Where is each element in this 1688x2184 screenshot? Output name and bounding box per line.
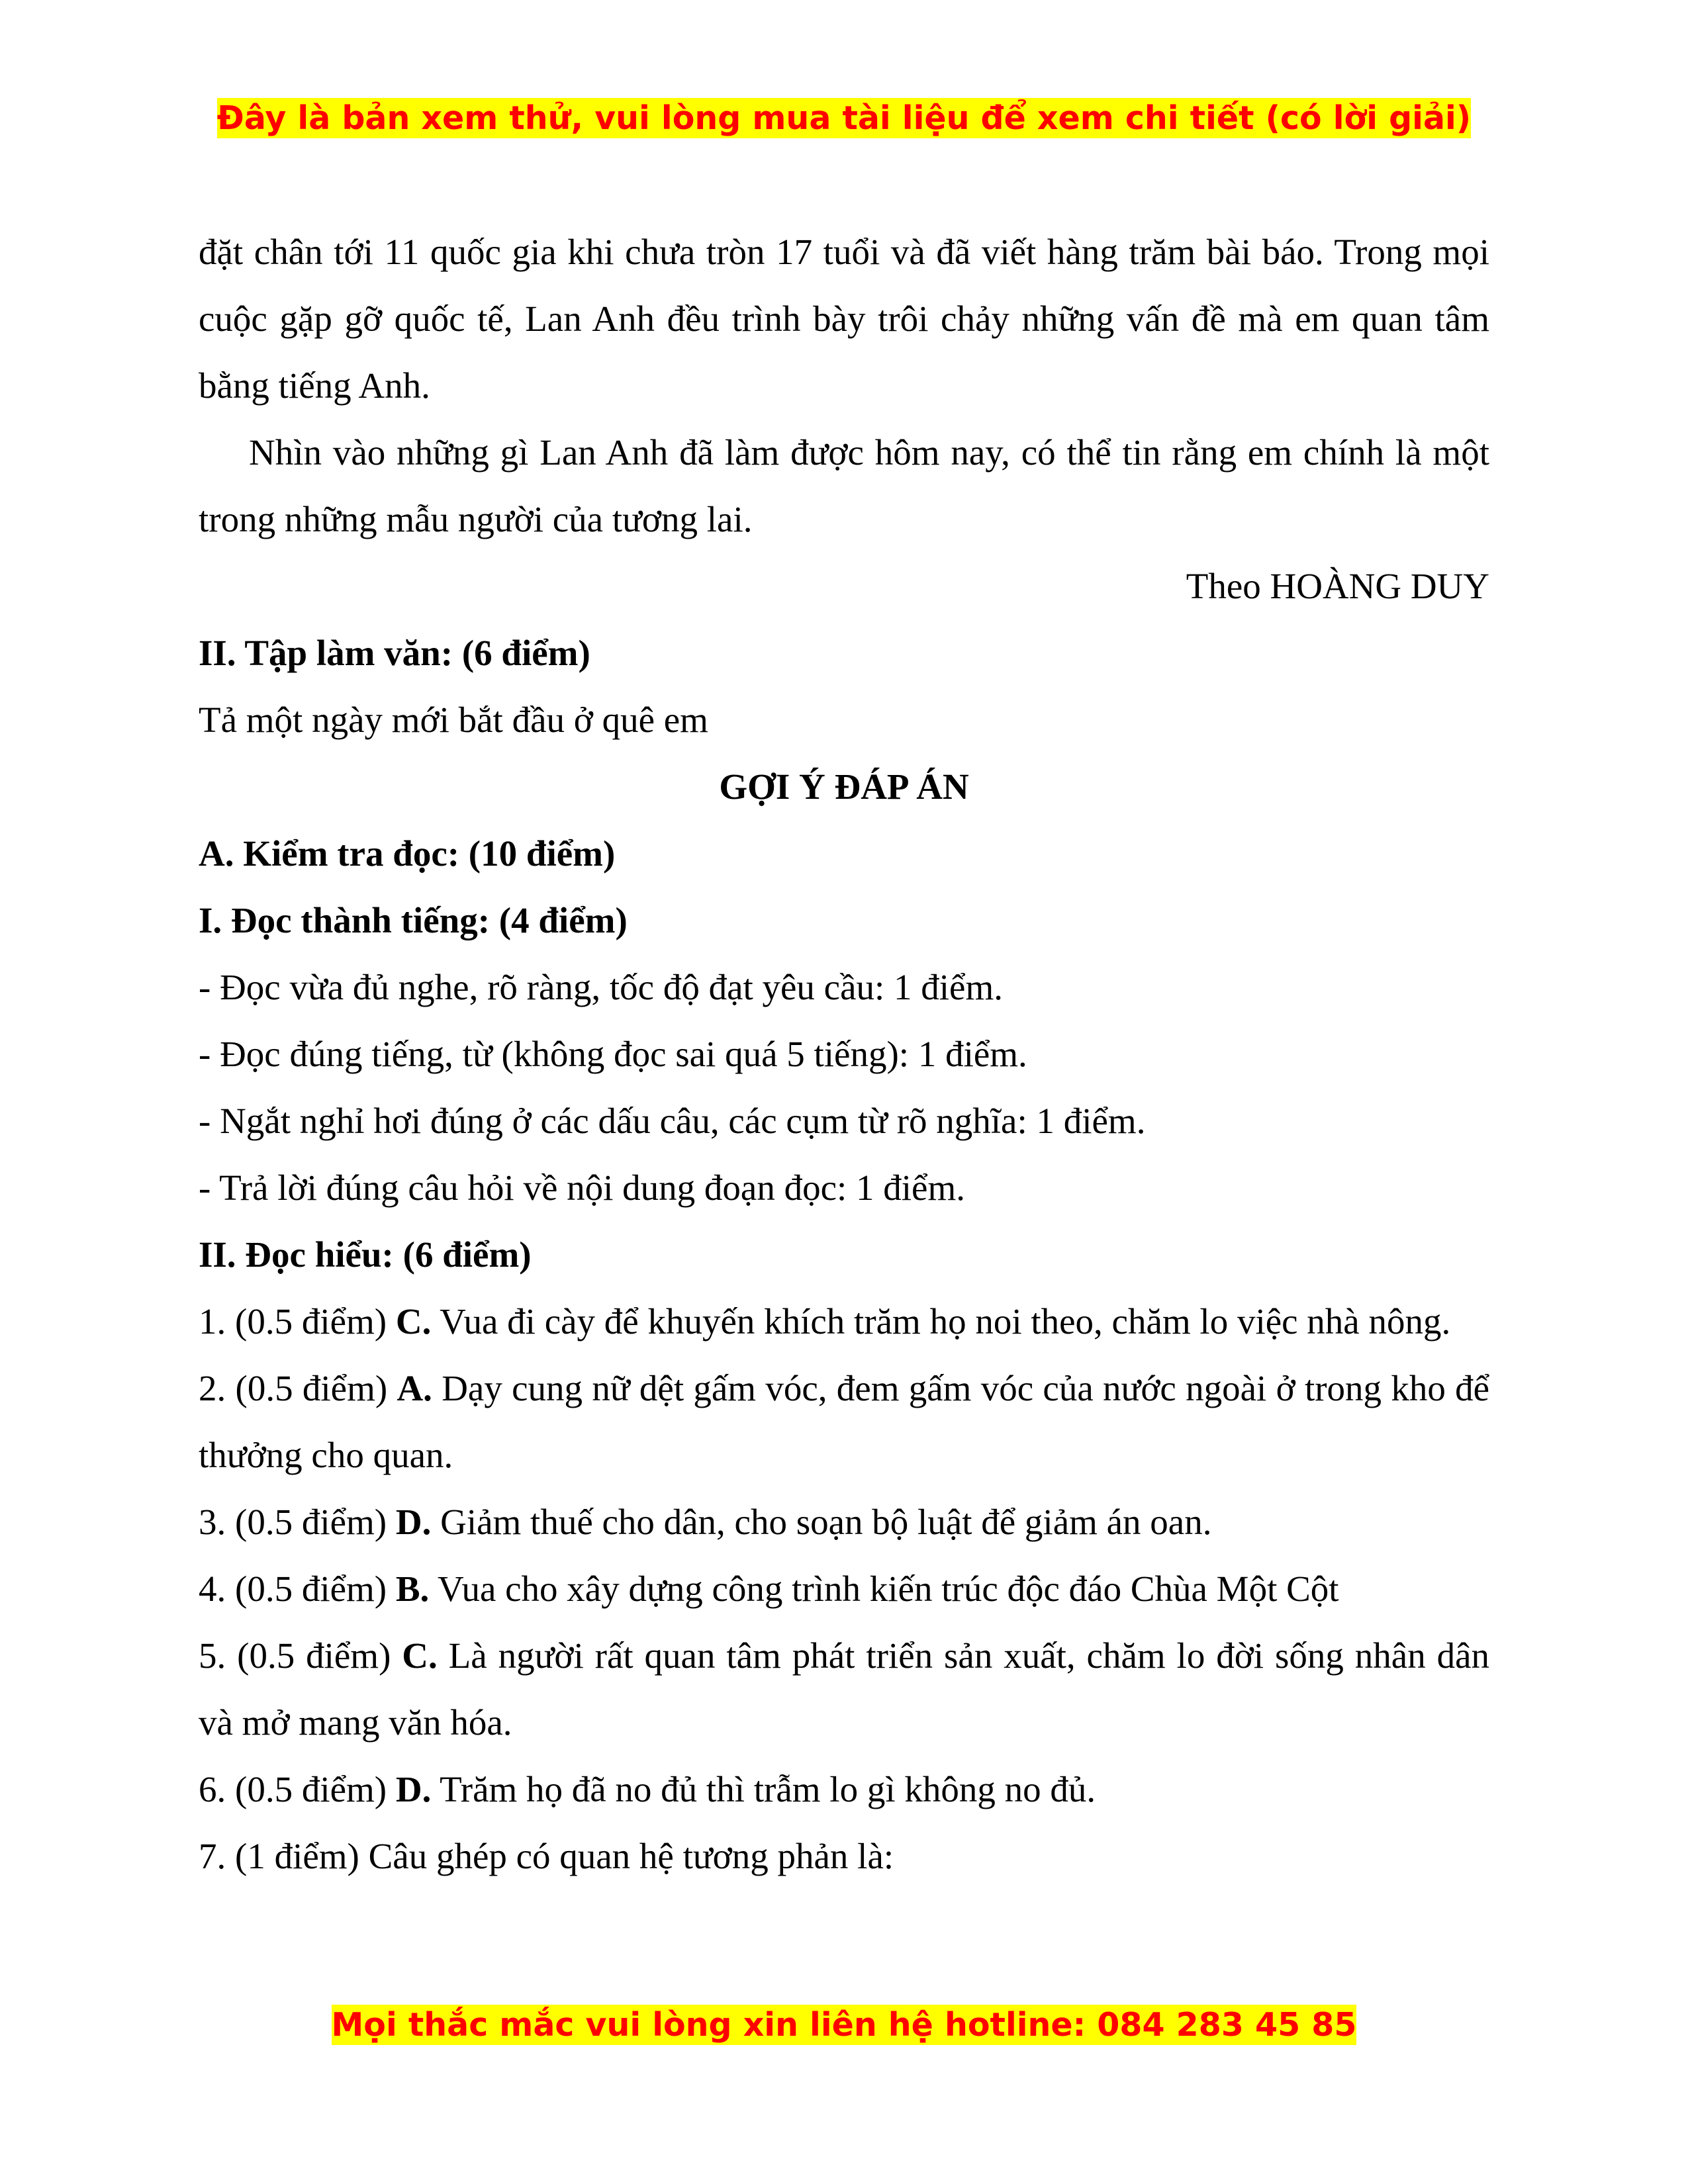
answer-letter: A. (397, 1368, 432, 1408)
section-a-heading: A. Kiểm tra đọc: (10 điểm) (199, 833, 616, 874)
answer-prefix: 3. (0.5 điểm) (199, 1502, 396, 1542)
reading-paragraph-1: đặt chân tới 11 quốc gia khi chưa tròn 17 tuổi và đã viết hàng trăm bài báo. Trong mọi cuộc gặp gỡ quốc tế, Lan Anh đều trình bày trôi chảy những vấn đề mà em quan tâm bằng tiếng Anh. (199, 232, 1489, 406)
preview-notice-text: Đây là bản xem thử, vui lòng mua tài liệu để xem chi tiết (có lời giải) (216, 99, 1472, 137)
reading-source: Theo HOÀNG DUY (1186, 566, 1489, 606)
criteria-item: - Đọc vừa đủ nghe, rõ ràng, tốc độ đạt yêu cầu: 1 điểm. (199, 967, 1003, 1007)
answer-key-title: GỢI Ý ĐÁP ÁN (719, 766, 969, 807)
answer-text: Dạy cung nữ dệt gấm vóc, đem gấm vóc của nước ngoài ở trong kho để thưởng cho quan. (199, 1368, 1490, 1475)
answer-item-2 (199, 1355, 1489, 1488)
section-ii-heading: II. Đọc hiểu: (6 điểm) (199, 1234, 532, 1275)
answer-text: Trăm họ đã no đủ thì trẫm lo gì không no đủ. (431, 1769, 1096, 1809)
writing-prompt: Tả một ngày mới bắt đầu ở quê em (199, 700, 708, 740)
criteria-item: - Ngắt nghỉ hơi đúng ở các dấu câu, các cụm từ rõ nghĩa: 1 điểm. (199, 1101, 1146, 1141)
answer-letter: C. (395, 1301, 432, 1342)
answer-text: Vua đi cày để khuyến khích trăm họ noi theo, chăm lo việc nhà nông. (431, 1301, 1451, 1342)
answer-letter: C. (402, 1635, 438, 1676)
answer-letter: D. (395, 1502, 432, 1542)
answer-item-7: 7. (1 điểm) Câu ghép có quan hệ tương phản là: (199, 1836, 894, 1876)
answer-letter: B. (395, 1569, 430, 1609)
answer-item-3 (199, 1488, 1489, 1555)
section-i-heading: I. Đọc thành tiếng: (4 điểm) (199, 900, 628, 940)
preview-notice-banner (0, 97, 1688, 140)
answer-text: Vua cho xây dựng công trình kiến trúc độc đáo Chùa Một Cột (429, 1569, 1339, 1609)
hotline-banner (0, 2003, 1688, 2047)
criteria-item: - Đọc đúng tiếng, từ (không đọc sai quá 5 tiếng): 1 điểm. (199, 1034, 1027, 1074)
answer-prefix: 4. (0.5 điểm) (199, 1569, 396, 1609)
answer-prefix: 5. (0.5 điểm) (199, 1635, 402, 1676)
reading-paragraph-2: Nhìn vào những gì Lan Anh đã làm được hôm nay, có thể tin rằng em chính là một trong những mẫu người của tương lai. (199, 432, 1489, 539)
answer-item-5 (199, 1622, 1489, 1756)
answer-text: Là người rất quan tâm phát triển sản xuất, chăm lo đời sống nhân dân và mở mang văn hóa. (199, 1635, 1489, 1743)
answer-letter: D. (395, 1769, 432, 1809)
answer-item-1 (199, 1288, 1489, 1355)
answer-item-6 (199, 1756, 1489, 1823)
answer-prefix: 6. (0.5 điểm) (199, 1769, 396, 1809)
criteria-item: - Trả lời đúng câu hỏi về nội dung đoạn đọc: 1 điểm. (199, 1167, 965, 1208)
hotline-text: Mọi thắc mắc vui lòng xin liên hệ hotline: 084 283 45 85 (331, 2006, 1357, 2044)
answer-prefix: 2. (0.5 điểm) (199, 1368, 397, 1408)
document-body (199, 218, 1489, 1889)
answer-text: Giảm thuế cho dân, cho soạn bộ luật để giảm án oan. (431, 1502, 1212, 1542)
answer-item-4 (199, 1555, 1489, 1622)
writing-heading: II. Tập làm văn: (6 điểm) (199, 633, 590, 673)
answer-prefix: 1. (0.5 điểm) (199, 1301, 396, 1342)
